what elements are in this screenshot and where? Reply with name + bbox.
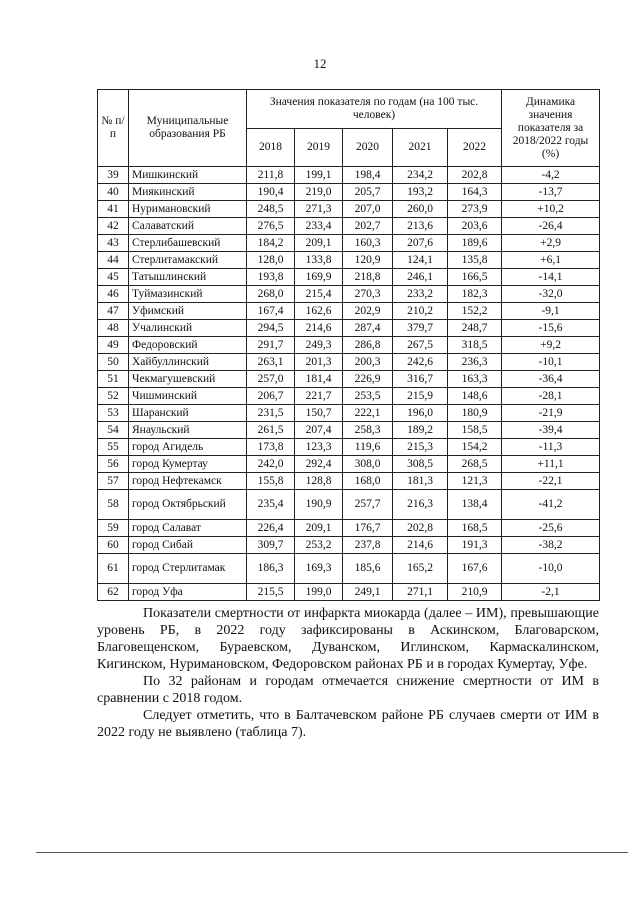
value-cell: 138,4 [448, 490, 502, 520]
value-cell: 152,2 [448, 303, 502, 320]
value-cell: 258,3 [343, 422, 393, 439]
value-cell: 249,1 [343, 584, 393, 601]
table-row [98, 252, 600, 269]
table-header [98, 90, 600, 167]
table-row [98, 286, 600, 303]
value-cell: 309,7 [247, 537, 295, 554]
row-number: 48 [98, 320, 129, 337]
municipality-name: Миякинский [129, 184, 247, 201]
table-row [98, 218, 600, 235]
value-cell: 207,6 [393, 235, 448, 252]
dynamics-cell: -25,6 [502, 520, 600, 537]
value-cell: 257,0 [247, 371, 295, 388]
table-row [98, 473, 600, 490]
value-cell: 213,6 [393, 218, 448, 235]
value-cell: 214,6 [295, 320, 343, 337]
value-cell: 242,6 [393, 354, 448, 371]
value-cell: 181,4 [295, 371, 343, 388]
header-year: 2019 [295, 129, 343, 167]
table-row [98, 337, 600, 354]
municipality-name: город Салават [129, 520, 247, 537]
value-cell: 221,7 [295, 388, 343, 405]
row-number: 40 [98, 184, 129, 201]
row-number: 59 [98, 520, 129, 537]
municipality-name: Салаватский [129, 218, 247, 235]
dynamics-cell: -14,1 [502, 269, 600, 286]
value-cell: 191,3 [448, 537, 502, 554]
municipality-name: город Кумертау [129, 456, 247, 473]
value-cell: 186,3 [247, 554, 295, 584]
value-cell: 209,1 [295, 520, 343, 537]
body-text [97, 605, 599, 741]
value-cell: 268,5 [448, 456, 502, 473]
table-row [98, 456, 600, 473]
row-number: 58 [98, 490, 129, 520]
value-cell: 226,4 [247, 520, 295, 537]
value-cell: 133,8 [295, 252, 343, 269]
municipality-name: город Октябрьский [129, 490, 247, 520]
row-number: 44 [98, 252, 129, 269]
municipality-name: Янаульский [129, 422, 247, 439]
page-number: 12 [313, 56, 327, 71]
municipality-name: Стерлитамакский [129, 252, 247, 269]
municipality-name: город Сибай [129, 537, 247, 554]
value-cell: 276,5 [247, 218, 295, 235]
value-cell: 123,3 [295, 439, 343, 456]
dynamics-cell: -4,2 [502, 167, 600, 184]
municipality-name: город Уфа [129, 584, 247, 601]
value-cell: 248,5 [247, 201, 295, 218]
value-cell: 294,5 [247, 320, 295, 337]
value-cell: 154,2 [448, 439, 502, 456]
value-cell: 202,7 [343, 218, 393, 235]
dynamics-cell: -39,4 [502, 422, 600, 439]
municipality-name: Чекмагушевский [129, 371, 247, 388]
value-cell: 173,8 [247, 439, 295, 456]
value-cell: 215,5 [247, 584, 295, 601]
value-cell: 198,4 [343, 167, 393, 184]
value-cell: 124,1 [393, 252, 448, 269]
value-cell: 155,8 [247, 473, 295, 490]
row-number: 41 [98, 201, 129, 218]
value-cell: 291,7 [247, 337, 295, 354]
value-cell: 166,5 [448, 269, 502, 286]
value-cell: 271,1 [393, 584, 448, 601]
value-cell: 199,1 [295, 167, 343, 184]
value-cell: 176,7 [343, 520, 393, 537]
value-cell: 162,6 [295, 303, 343, 320]
municipality-name: Стерлибашевский [129, 235, 247, 252]
value-cell: 160,3 [343, 235, 393, 252]
row-number: 47 [98, 303, 129, 320]
value-cell: 237,8 [343, 537, 393, 554]
dynamics-cell: -15,6 [502, 320, 600, 337]
value-cell: 207,4 [295, 422, 343, 439]
header-year: 2020 [343, 129, 393, 167]
value-cell: 248,7 [448, 320, 502, 337]
value-cell: 215,3 [393, 439, 448, 456]
municipality-name: Федоровский [129, 337, 247, 354]
dynamics-cell: -11,3 [502, 439, 600, 456]
value-cell: 180,9 [448, 405, 502, 422]
value-cell: 316,7 [393, 371, 448, 388]
row-number: 55 [98, 439, 129, 456]
table-row [98, 405, 600, 422]
table-row [98, 167, 600, 184]
value-cell: 168,5 [448, 520, 502, 537]
value-cell: 216,3 [393, 490, 448, 520]
value-cell: 206,7 [247, 388, 295, 405]
value-cell: 261,5 [247, 422, 295, 439]
value-cell: 215,4 [295, 286, 343, 303]
row-number: 62 [98, 584, 129, 601]
row-number: 49 [98, 337, 129, 354]
value-cell: 253,2 [295, 537, 343, 554]
value-cell: 292,4 [295, 456, 343, 473]
table-row [98, 584, 600, 601]
table-row [98, 235, 600, 252]
header-values-group: Значения показателя по годам (на 100 тыс. человек) [247, 90, 502, 129]
value-cell: 167,4 [247, 303, 295, 320]
dynamics-cell: -36,4 [502, 371, 600, 388]
value-cell: 219,0 [295, 184, 343, 201]
value-cell: 182,3 [448, 286, 502, 303]
dynamics-cell: -32,0 [502, 286, 600, 303]
value-cell: 135,8 [448, 252, 502, 269]
value-cell: 242,0 [247, 456, 295, 473]
footer-divider [36, 852, 628, 853]
row-number: 57 [98, 473, 129, 490]
table-row [98, 490, 600, 520]
value-cell: 273,9 [448, 201, 502, 218]
municipality-name: Хайбуллинский [129, 354, 247, 371]
dynamics-cell: -2,1 [502, 584, 600, 601]
table-row [98, 520, 600, 537]
header-year: 2018 [247, 129, 295, 167]
table-row [98, 201, 600, 218]
paragraph: Показатели смертности от инфаркта миокарда (далее – ИМ), превышающие уровень РБ, в 2022 году зафиксированы в Аскинском, Благоварском, Благовещенском, Бураевском, Дуванском, Иглинском, Кармаскалинском, Кигинском, Нуримановском, Федоровском районах РБ и в городах Кумертау, Уфе. [97, 606, 599, 672]
value-cell: 193,8 [247, 269, 295, 286]
value-cell: 268,0 [247, 286, 295, 303]
municipality-name: город Нефтекамск [129, 473, 247, 490]
value-cell: 207,0 [343, 201, 393, 218]
dynamics-cell: +11,1 [502, 456, 600, 473]
value-cell: 121,3 [448, 473, 502, 490]
value-cell: 201,3 [295, 354, 343, 371]
municipality-name: Татышлинский [129, 269, 247, 286]
table-body [98, 167, 600, 601]
value-cell: 236,3 [448, 354, 502, 371]
header-year: 2021 [393, 129, 448, 167]
value-cell: 184,2 [247, 235, 295, 252]
table-row [98, 537, 600, 554]
value-cell: 249,3 [295, 337, 343, 354]
row-number: 50 [98, 354, 129, 371]
municipality-name: Мишкинский [129, 167, 247, 184]
value-cell: 181,3 [393, 473, 448, 490]
value-cell: 233,4 [295, 218, 343, 235]
value-cell: 128,8 [295, 473, 343, 490]
value-cell: 235,4 [247, 490, 295, 520]
dynamics-cell: -10,1 [502, 354, 600, 371]
value-cell: 158,5 [448, 422, 502, 439]
header-name: Муниципальные образования РБ [129, 90, 247, 167]
value-cell: 308,5 [393, 456, 448, 473]
value-cell: 234,2 [393, 167, 448, 184]
dynamics-cell: -21,9 [502, 405, 600, 422]
value-cell: 233,2 [393, 286, 448, 303]
value-cell: 148,6 [448, 388, 502, 405]
paragraph: Следует отметить, что в Балтачевском районе РБ случаев смерти от ИМ в 2022 году не выявлено (таблица 7). [97, 708, 599, 740]
value-cell: 263,1 [247, 354, 295, 371]
paragraph: По 32 районам и городам отмечается снижение смертности от ИМ в сравнении с 2018 годом. [97, 674, 599, 706]
value-cell: 253,5 [343, 388, 393, 405]
value-cell: 169,3 [295, 554, 343, 584]
table-row [98, 354, 600, 371]
value-cell: 128,0 [247, 252, 295, 269]
dynamics-cell: -38,2 [502, 537, 600, 554]
municipality-name: Нуримановский [129, 201, 247, 218]
row-number: 61 [98, 554, 129, 584]
municipality-name: город Агидель [129, 439, 247, 456]
municipality-name: Чишминский [129, 388, 247, 405]
municipality-name: Туймазинский [129, 286, 247, 303]
header-num: № п/п [98, 90, 129, 167]
table-row [98, 388, 600, 405]
row-number: 46 [98, 286, 129, 303]
dynamics-cell: +9,2 [502, 337, 600, 354]
value-cell: 308,0 [343, 456, 393, 473]
value-cell: 379,7 [393, 320, 448, 337]
value-cell: 168,0 [343, 473, 393, 490]
value-cell: 119,6 [343, 439, 393, 456]
dynamics-cell: -41,2 [502, 490, 600, 520]
value-cell: 202,9 [343, 303, 393, 320]
row-number: 60 [98, 537, 129, 554]
row-number: 52 [98, 388, 129, 405]
dynamics-cell: -9,1 [502, 303, 600, 320]
value-cell: 165,2 [393, 554, 448, 584]
row-number: 42 [98, 218, 129, 235]
header-dynamics: Динамика значения показателя за 2018/2022 годы (%) [502, 90, 600, 167]
value-cell: 210,9 [448, 584, 502, 601]
value-cell: 164,3 [448, 184, 502, 201]
row-number: 39 [98, 167, 129, 184]
value-cell: 190,9 [295, 490, 343, 520]
row-number: 53 [98, 405, 129, 422]
value-cell: 286,8 [343, 337, 393, 354]
table-row [98, 554, 600, 584]
value-cell: 270,3 [343, 286, 393, 303]
table-row [98, 422, 600, 439]
value-cell: 257,7 [343, 490, 393, 520]
value-cell: 189,2 [393, 422, 448, 439]
row-number: 54 [98, 422, 129, 439]
value-cell: 196,0 [393, 405, 448, 422]
row-number: 45 [98, 269, 129, 286]
row-number: 51 [98, 371, 129, 388]
municipality-name: Шаранский [129, 405, 247, 422]
value-cell: 209,1 [295, 235, 343, 252]
dynamics-cell: -13,7 [502, 184, 600, 201]
value-cell: 215,9 [393, 388, 448, 405]
header-year: 2022 [448, 129, 502, 167]
value-cell: 267,5 [393, 337, 448, 354]
dynamics-cell: +10,2 [502, 201, 600, 218]
value-cell: 189,6 [448, 235, 502, 252]
value-cell: 318,5 [448, 337, 502, 354]
value-cell: 226,9 [343, 371, 393, 388]
dynamics-cell: +2,9 [502, 235, 600, 252]
value-cell: 271,3 [295, 201, 343, 218]
value-cell: 202,8 [393, 520, 448, 537]
mortality-table [97, 89, 600, 601]
table-row [98, 371, 600, 388]
value-cell: 222,1 [343, 405, 393, 422]
municipality-name: Уфимский [129, 303, 247, 320]
municipality-name: город Стерлитамак [129, 554, 247, 584]
value-cell: 260,0 [393, 201, 448, 218]
value-cell: 120,9 [343, 252, 393, 269]
value-cell: 200,3 [343, 354, 393, 371]
value-cell: 246,1 [393, 269, 448, 286]
value-cell: 231,5 [247, 405, 295, 422]
dynamics-cell: -28,1 [502, 388, 600, 405]
value-cell: 203,6 [448, 218, 502, 235]
dynamics-cell: +6,1 [502, 252, 600, 269]
value-cell: 211,8 [247, 167, 295, 184]
municipality-name: Учалинский [129, 320, 247, 337]
value-cell: 210,2 [393, 303, 448, 320]
dynamics-cell: -26,4 [502, 218, 600, 235]
row-number: 56 [98, 456, 129, 473]
value-cell: 169,9 [295, 269, 343, 286]
value-cell: 190,4 [247, 184, 295, 201]
value-cell: 150,7 [295, 405, 343, 422]
value-cell: 193,2 [393, 184, 448, 201]
table-row [98, 303, 600, 320]
table-row [98, 439, 600, 456]
dynamics-cell: -10,0 [502, 554, 600, 584]
value-cell: 199,0 [295, 584, 343, 601]
table-row [98, 184, 600, 201]
row-number: 43 [98, 235, 129, 252]
value-cell: 185,6 [343, 554, 393, 584]
value-cell: 218,8 [343, 269, 393, 286]
table-row [98, 269, 600, 286]
value-cell: 287,4 [343, 320, 393, 337]
dynamics-cell: -22,1 [502, 473, 600, 490]
table-row [98, 320, 600, 337]
value-cell: 167,6 [448, 554, 502, 584]
value-cell: 205,7 [343, 184, 393, 201]
value-cell: 202,8 [448, 167, 502, 184]
value-cell: 214,6 [393, 537, 448, 554]
value-cell: 163,3 [448, 371, 502, 388]
